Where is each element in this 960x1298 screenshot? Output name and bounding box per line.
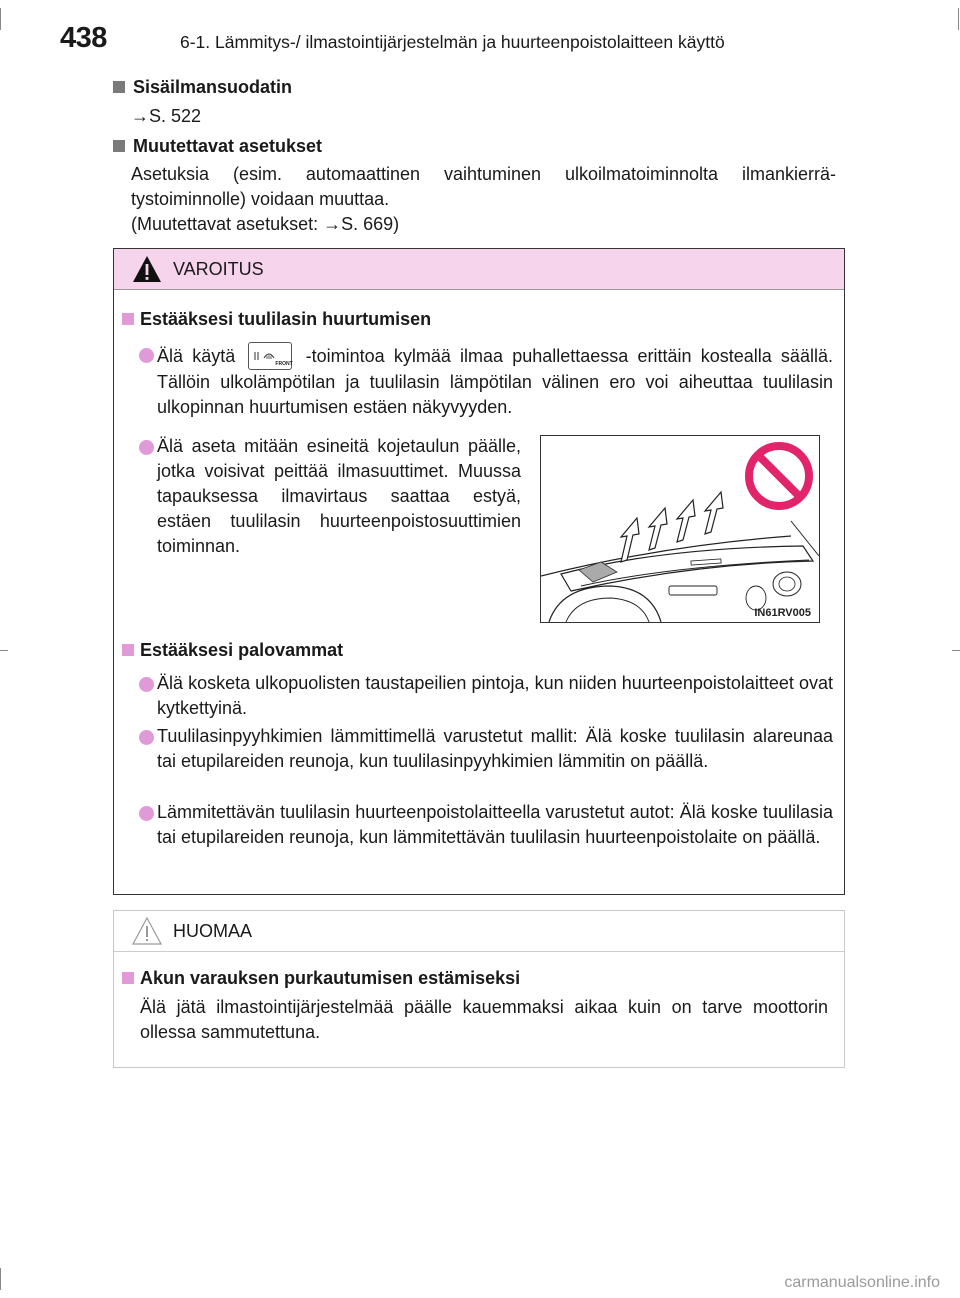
crop-mark	[958, 8, 959, 30]
cabin-filter-ref[interactable]: →S. 522	[131, 106, 202, 126]
bullet-icon	[139, 677, 154, 692]
watermark: carmanualsonline.info	[784, 1274, 940, 1291]
front-defog-button-icon	[248, 342, 292, 370]
custom-settings-text: Asetuksia (esim. automaattinen vaihtuminen ulkoilmatoiminnolta ilmankierrätystoiminnolle) voidaan muuttaa.	[131, 164, 836, 209]
crop-mark	[0, 8, 1, 30]
notice-triangle-icon	[132, 917, 162, 945]
dashboard-illustration	[540, 435, 820, 623]
front-button-text: FRONT	[275, 361, 293, 367]
burns-bullet-2: Tuulilasinpyyhkimien lämmittimellä varustetut mallit: Älä koske tuulilasin alareunaa tai etupilareiden reunoja, kun tuulilasinpyyhkimien lämmitin on päällä.	[157, 726, 833, 771]
custom-settings-ref[interactable]: (Muutettavat asetukset: →S. 669)	[131, 214, 400, 234]
figure-id: IN61RV005	[754, 607, 811, 619]
fog-bullet-2: Älä aseta mitään esineitä kojetaulun päälle, jotka voisivat peittää ilmasuuttimet. Muussa tapauksessa ilmavirtaus saattaa estyä, estäen tuulilasin huurteenpoistosuuttimien toiminnan.	[157, 436, 521, 556]
cabin-filter-heading	[113, 77, 292, 98]
page-number: 438	[60, 22, 107, 54]
burns-heading: Estääksesi palovammat	[140, 640, 344, 660]
bullet-icon	[139, 730, 154, 745]
section-square-icon	[122, 972, 134, 984]
bullet-icon	[139, 440, 154, 455]
burns-bullet-3: Lämmitettävän tuulilasin huurteenpoistolaitteella varustetut autot: Älä koske tuulilasia tai etupilareiden reunoja, kun lämmitettävän tuulilasin huurteenpoistolaite on päällä.	[157, 802, 833, 847]
crop-mark	[0, 650, 8, 651]
cabin-filter-heading-text: Sisäilmansuodatin	[133, 77, 293, 97]
notice-label: HUOMAA	[173, 921, 253, 941]
section-square-icon	[122, 644, 134, 656]
fog-bullet-1	[157, 342, 833, 420]
custom-settings-heading-text: Muutettavat asetukset	[133, 136, 323, 156]
warning-triangle-icon	[132, 255, 162, 283]
custom-settings-heading	[113, 136, 322, 157]
warning-header	[114, 249, 844, 290]
crop-mark	[0, 1268, 1, 1290]
section-square-icon	[113, 140, 125, 152]
crop-mark	[952, 650, 960, 651]
battery-text: Älä jätä ilmastointijärjestelmää päälle kauemmaksi aikaa kuin on tarve moottorin ollessa sammutettuna.	[140, 997, 828, 1042]
section-square-icon	[122, 313, 134, 325]
bullet-icon	[139, 806, 154, 821]
bullet-icon	[139, 348, 154, 363]
fog-bullet-1-post: -toimintoa kylmää ilmaa puhallettaessa erittäin kostealla säällä. Tällöin ulkolämpötilan ja tuulilasin lämpötilan välinen ero voi aiheuttaa tuulilasin ulkopinnan huurtumisen estäen näkyvyyden.	[157, 346, 833, 417]
dashboard-drawing	[541, 436, 819, 622]
burns-bullet-1: Älä kosketa ulkopuolisten taustapeilien pintoja, kun niiden huurteenpoistolaitteet ovat kytkettyinä.	[157, 673, 833, 718]
fog-heading: Estääksesi tuulilasin huurtumisen	[140, 309, 432, 329]
notice-header	[114, 911, 844, 952]
battery-heading: Akun varauksen purkautumisen estämiseksi	[140, 968, 521, 988]
chapter-title: 6-1. Lämmitys-/ ilmastointijärjestelmän ja huurteenpoistolaitteen käyttö	[180, 32, 725, 52]
section-square-icon	[113, 81, 125, 93]
fog-bullet-1-pre: Älä käytä	[157, 346, 236, 366]
warning-label: VAROITUS	[173, 259, 264, 279]
